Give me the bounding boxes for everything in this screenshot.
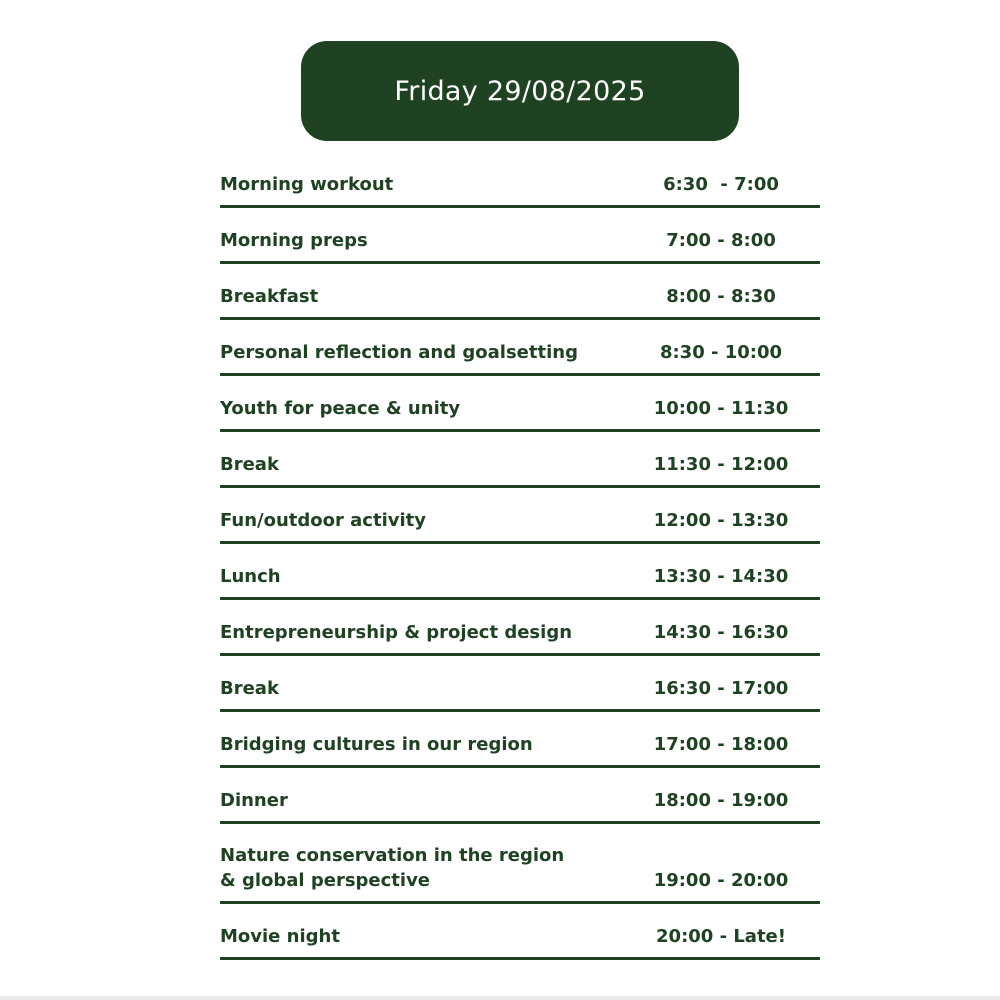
activity-name: Breakfast [220,286,319,307]
time-range: 13:30 - 14:30 [653,566,789,587]
activity-name: Movie night [220,926,340,947]
time-range: 18:00 - 19:00 [653,790,789,811]
time-range: 14:30 - 16:30 [653,622,789,643]
date-banner [301,41,739,141]
time-range: 19:00 - 20:00 [653,870,789,891]
time-range: 8:30 - 10:00 [659,342,783,363]
activity-name: Entrepreneurship & project design [220,622,573,643]
activity-name: Morning workout [220,174,394,195]
activity-name: Nature conservation in the region & global perspective [220,845,565,891]
schedule-row [220,824,820,904]
activity-name: Dinner [220,790,288,811]
schedule-row [220,768,820,824]
time-range: 17:00 - 18:00 [653,734,789,755]
time-range: 6:30 - 7:00 [663,174,779,195]
schedule-row [220,488,820,544]
schedule-row [220,904,820,960]
time-range: 8:00 - 8:30 [666,286,776,307]
activity-name: Bridging cultures in our region [220,734,533,755]
time-range: 7:00 - 8:00 [666,230,776,251]
schedule-row [220,656,820,712]
time-range: 10:00 - 11:30 [653,398,789,419]
activity-name: Fun/outdoor activity [220,510,426,531]
activity-name: Lunch [220,566,281,587]
schedule-row [220,376,820,432]
date-title: Friday 29/08/2025 [394,75,646,107]
schedule-row [220,150,820,208]
time-range: 20:00 - Late! [656,926,786,947]
activity-name: Break [220,678,279,699]
bottom-divider [0,996,1000,1000]
time-range: 11:30 - 12:00 [653,454,789,475]
time-range: 12:00 - 13:30 [653,510,789,531]
schedule-row [220,712,820,768]
schedule-row [220,432,820,488]
activity-name: Youth for peace & unity [220,398,461,419]
schedule-row [220,600,820,656]
schedule-row [220,320,820,376]
activity-name: Personal reflection and goalsetting [220,342,578,363]
schedule-row [220,264,820,320]
activity-name: Morning preps [220,230,368,251]
activity-name: Break [220,454,279,475]
time-range: 16:30 - 17:00 [653,678,789,699]
schedule-row [220,208,820,264]
schedule-table [220,150,820,960]
schedule-row [220,544,820,600]
